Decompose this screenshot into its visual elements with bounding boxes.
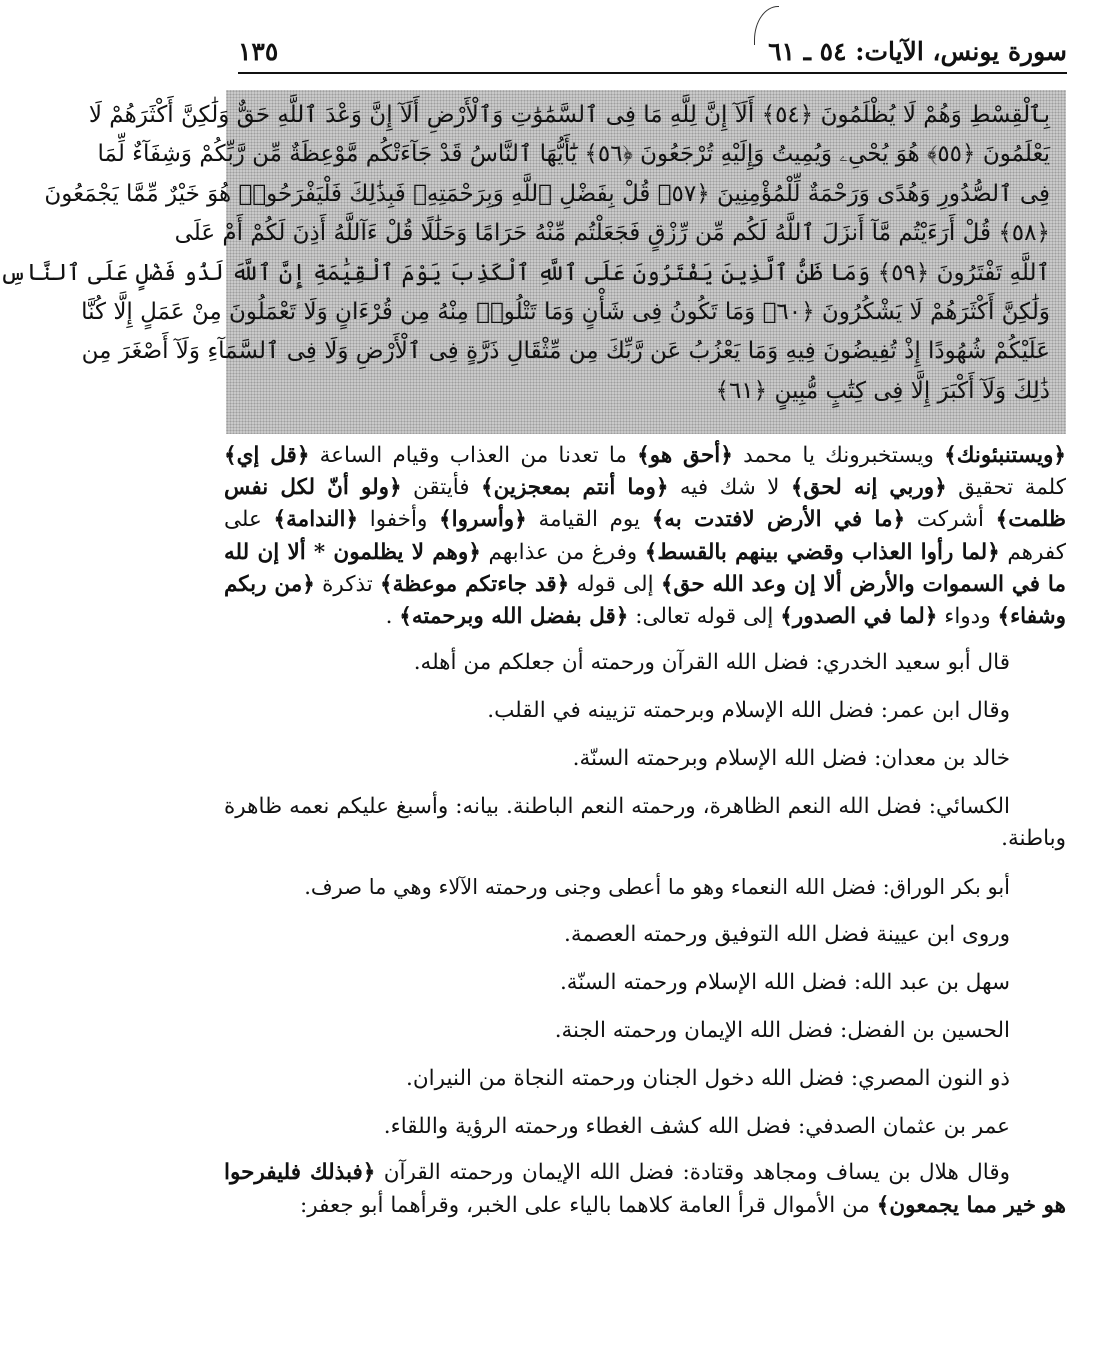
- quran-citation: ﴿وربي إنه لحق﴾: [790, 475, 947, 501]
- commentary-text: من الأموال قرأ العامة كلاهما بالياء على الخبر، وقرأهما أبو جعفر:: [299, 1192, 877, 1218]
- page-header: [238, 28, 1067, 74]
- quote-item: خالد بن معدان: فضل الله الإسلام وبرحمته السنّة.: [572, 746, 1010, 772]
- verse-line: بِٱلْقِسْطِ وَهُمْ لَا يُظْلَمُونَ ﴿٥٤﴾ أَلَآ إِنَّ لِلَّهِ مَا فِى ٱلسَّمَٰوَٰتِ وَٱلْأَرْضِ أَلَآ إِنَّ وَعْدَ ٱللَّهِ حَقٌّ وَلَٰكِنَّ أَكْثَرَهُمْ لَا: [88, 102, 1050, 128]
- verse-line: يَعْلَمُونَ ﴿٥٥﴾ هُوَ يُحْىِۦ وَيُمِيتُ وَإِلَيْهِ تُرْجَعُونَ ﴿٥٦﴾ يَٰٓأَيُّهَا ٱلنَّاسُ قَدْ جَآءَتْكُم مَّوْعِظَةٌ مِّن رَّبِّكُمْ وَشِفَآءٌ لِّمَا: [97, 141, 1050, 168]
- quran-citation: ﴿ولو أنّ لكل نفس ظلمت﴾: [224, 475, 1066, 533]
- commentary-text: ما تعدنا من العذاب وقيام الساعة: [309, 443, 638, 468]
- quran-citation: ﴿قل بفضل الله وبرحمته﴾: [399, 604, 629, 630]
- running-head: سورة يونس، الآيات: ٥٤ ـ ٦١: [768, 37, 1067, 66]
- commentary-text: إلى قوله تعالى:: [628, 604, 781, 630]
- commentary-text: إلى قوله: [569, 571, 661, 597]
- quran-verse-box: [0, 90, 1066, 434]
- verse-line: ﴿٥٨﴾ قُلْ أَرَءَيْتُم مَّآ أَنزَلَ ٱللَّهُ لَكُم مِّن رِّزْقٍ فَجَعَلْتُم مِّنْهُ حَرَامًا وَحَلَٰلًا قُلْ ءَآللَّهُ أَذِنَ لَكُمْ أَمْ عَلَى: [174, 220, 1050, 247]
- tafsir-paragraph-last: [224, 1157, 1066, 1222]
- commentary-text: وقال هلال بن يساف ومجاهد وقتادة: فضل الله الإيمان ورحمته القرآن: [375, 1160, 1010, 1186]
- quran-citation: ﴿لما في الصدور﴾: [780, 604, 938, 630]
- commentary-text: كلمة تحقيق: [946, 475, 1066, 501]
- quran-citation: ﴿ما في الأرض لافتدت به﴾: [651, 507, 906, 533]
- quran-citation: ﴿قل إي﴾: [224, 443, 310, 468]
- commentary-text: وأخفوا: [358, 507, 439, 533]
- commentary-text: وفرغ من عذابهم: [480, 539, 645, 565]
- commentary-text: فأيتقن: [401, 475, 481, 501]
- quran-citation: ﴿وهم لا يظلمون * ألا إن لله ما في السموات والأرض ألا إن وعد الله حق﴾: [224, 539, 1066, 597]
- quran-citation: ﴿وأسروا﴾: [439, 507, 527, 533]
- quran-citation: ﴿الندامة﴾: [273, 507, 359, 533]
- quote-item: ذو النون المصري: فضل الله دخول الجنان ورحمته النجاة من النيران.: [406, 1066, 1010, 1092]
- quote-item: الحسين بن الفضل: فضل الله الإيمان ورحمته الجنة.: [554, 1018, 1010, 1044]
- verse-line: ذَٰلِكَ وَلَآ أَكْبَرَ إِلَّا فِى كِتَٰبٍ مُّبِينٍ ﴿٦١﴾: [715, 377, 1050, 404]
- quote-item: سهل بن عبد الله: فضل الله الإسلام ورحمته السنّة.: [559, 970, 1010, 996]
- commentary-text: لا شك فيه: [668, 475, 791, 501]
- quran-citation: ﴿قد جاءتكم موعظة﴾: [379, 571, 570, 597]
- quran-citation: ﴿ويستنبئونك﴾: [944, 443, 1067, 468]
- quote-item: وروى ابن عيينة فضل الله التوفيق ورحمته العصمة.: [564, 922, 1010, 948]
- quran-citation: ﴿من ربكم وشفاء﴾: [224, 571, 1066, 630]
- commentary-text: تذكرة: [314, 571, 380, 597]
- quote-item: أبو بكر الوراق: فضل الله النعماء وهو ما أعطى وجنى ورحمته الآلاء وهي ما صرف.: [304, 875, 1010, 900]
- tafsir-body: [224, 440, 1066, 1222]
- verse-line: وَلَٰكِنَّ أَكْثَرَهُمْ لَا يَشْكُرُونَ ﴿٦٠﴾ وَمَا تَكُونُ فِى شَأْنٍ وَمَا تَتْلُوا۟ مِنْهُ مِن قُرْءَانٍ وَلَا تَعْمَلُونَ مِنْ عَمَلٍ إِلَّا كُنَّا: [81, 298, 1050, 325]
- quote-item: قال أبو سعيد الخدري: فضل الله القرآن ورحمته أن جعلكم من أهله.: [413, 650, 1010, 676]
- commentary-text: ويستخبرونك يا محمد: [732, 443, 945, 468]
- verse-line: فِى ٱلصُّدُورِ وَهُدًى وَرَحْمَةٌ لِّلْمُؤْمِنِينَ ﴿٥٧﴾ قُلْ بِفَضْلِ ٱللَّهِ وَبِرَحْمَتِهِۦ فَبِذَٰلِكَ فَلْيَفْرَحُوا۟ هُوَ خَيْرٌ مِّمَّا يَجْمَعُونَ: [44, 180, 1050, 207]
- commentary-text: .: [385, 604, 400, 630]
- quran-citation: ﴿وما أنتم بمعجزين﴾: [481, 475, 669, 501]
- verse-line: ٱللَّهِ تَفْتَرُونَ ﴿٥٩﴾ وَمَا ظَنُّ ٱلَّذِينَ يَفْتَرُونَ عَلَى ٱللَّهِ ٱلْكَذِبَ يَوْمَ ٱلْقِيَٰمَةِ إِنَّ ٱللَّهَ لَذُو فَضْلٍ عَلَى ٱلنَّاسِ: [0, 259, 1050, 286]
- commentary-text: ودواء: [937, 604, 998, 630]
- quran-citation: ﴿أحق هو﴾: [637, 443, 733, 468]
- quote-item: عمر بن عثمان الصدفي: فضل الله كشف الغطاء ورحمته الرؤية واللقاء.: [383, 1114, 1010, 1140]
- commentary-text: على كفرهم: [224, 507, 1066, 565]
- quran-citation: ﴿فبذلك فليفرحوا هو خير مما يجمعون﴾: [224, 1160, 1066, 1218]
- quran-citation: ﴿لما رأوا العذاب وقضي بينهم بالقسط﴾: [644, 539, 1000, 565]
- quote-item: وقال ابن عمر: فضل الله الإسلام وبرحمته تزيينه في القلب.: [487, 698, 1010, 724]
- page-number: ١٣٥: [238, 37, 279, 66]
- commentary-text: أشركت: [905, 507, 996, 533]
- quote-item: الكسائي: فضل الله النعم الظاهرة، ورحمته النعم الباطنة. بيانه: وأسبغ عليكم نعمه ظاهرة وباطنة.: [224, 794, 1066, 852]
- commentary-text: يوم القيامة: [526, 507, 652, 533]
- quotes-list: [224, 639, 1066, 1151]
- tafsir-paragraph: [224, 440, 1066, 633]
- verse-line: عَلَيْكُمْ شُهُودًا إِذْ تُفِيضُونَ فِيهِ وَمَا يَعْزُبُ عَن رَّبِّكَ مِن مِّثْقَالِ ذَرَّةٍ فِى ٱلْأَرْضِ وَلَا فِى ٱلسَّمَآءِ وَلَآ أَصْغَرَ مِن: [81, 338, 1050, 365]
